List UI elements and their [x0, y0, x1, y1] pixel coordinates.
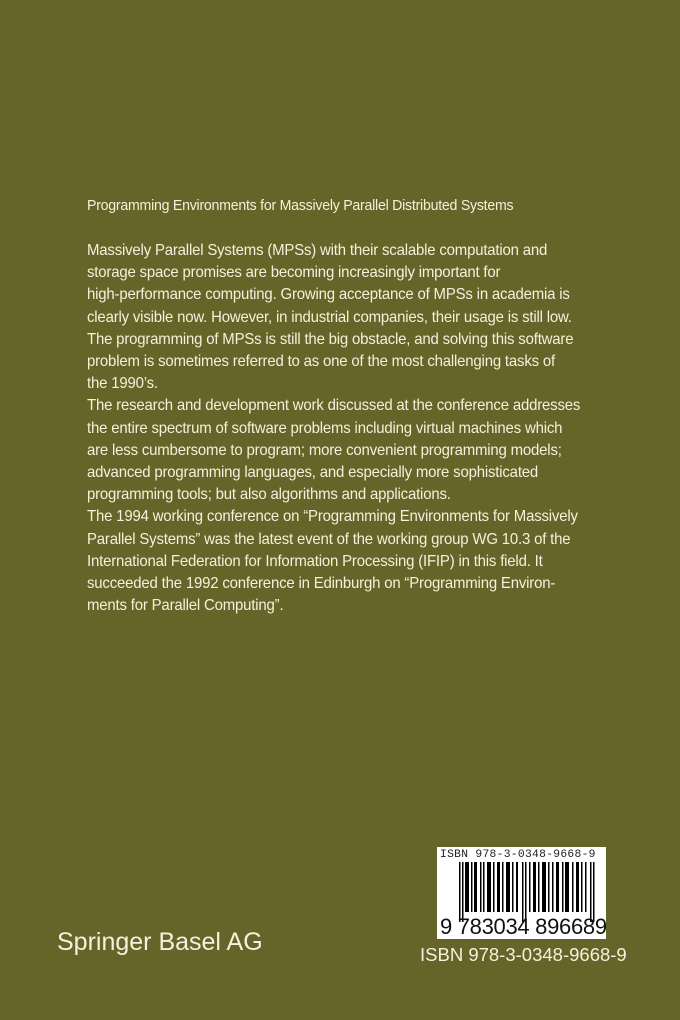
- blurb-line: high-performance computing. Growing acceptance of MPSs in academia is: [87, 286, 570, 304]
- blurb-line: ments for Parallel Computing”.: [87, 597, 284, 615]
- publisher-name: Springer Basel AG: [57, 928, 263, 956]
- blurb-line: are less cumbersome to program; more convenient programming models;: [87, 441, 562, 459]
- blurb-line: advanced programming languages, and especially more sophisticated: [87, 464, 539, 482]
- blurb-line: clearly visible now. However, in industrial companies, their usage is still low.: [87, 308, 572, 326]
- blurb-line: The research and development work discussed at the conference addresses: [87, 397, 581, 415]
- isbn-text: ISBN 978-3-0348-9668-9: [420, 944, 627, 965]
- blurb-line: International Federation for Information Processing (IFIP) in this field. It: [87, 552, 543, 570]
- blurb-line: The 1994 working conference on “Programming Environments for Massively: [87, 508, 578, 526]
- blurb-text: [87, 240, 611, 617]
- blurb-line: problem is sometimes referred to as one of the most challenging tasks of: [87, 353, 555, 371]
- isbn-barcode: [437, 847, 606, 939]
- barcode-digits: 9 783034 896689: [440, 914, 607, 939]
- blurb-line: programming tools; but also algorithms and applications.: [87, 486, 451, 504]
- blurb-line: The programming of MPSs is still the big obstacle, and solving this software: [87, 330, 574, 348]
- blurb-line: the entire spectrum of software problems including virtual machines which: [87, 419, 563, 437]
- blurb-line: the 1990’s.: [87, 375, 158, 393]
- blurb-line: Parallel Systems” was the latest event of the working group WG 10.3 of the: [87, 530, 571, 548]
- barcode-bars-icon: [459, 862, 597, 922]
- blurb-line: Massively Parallel Systems (MPSs) with their scalable computation and: [87, 242, 548, 259]
- series-title: Programming Environments for Massively Parallel Distributed Systems: [87, 197, 514, 214]
- blurb-line: succeeded the 1992 conference in Edinburgh on “Programming Environ-: [87, 575, 556, 593]
- barcode-isbn-label: ISBN 978-3-0348-9668-9: [440, 849, 596, 861]
- blurb-line: storage space promises are becoming increasingly important for: [87, 264, 501, 282]
